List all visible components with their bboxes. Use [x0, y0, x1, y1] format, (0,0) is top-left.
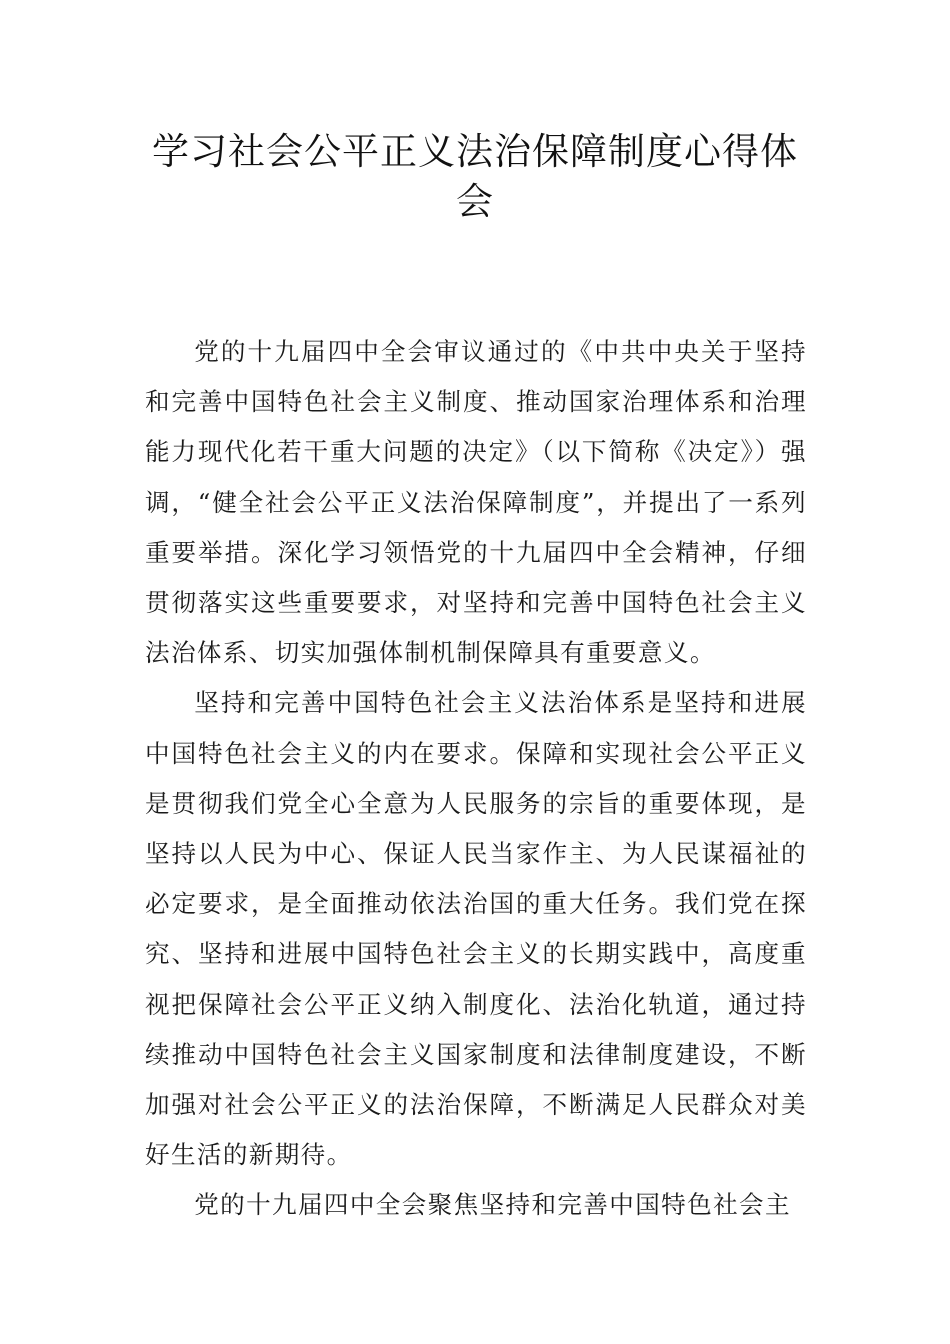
document-body: [145, 327, 807, 1231]
body-paragraph-3: 党的十九届四中全会聚焦坚持和完善中国特色社会主: [194, 1190, 791, 1220]
body-paragraph-1: 党的十九届四中全会审议通过的《中共中央关于坚持和完善中国特色社会主义制度、推动国家治理体系和治理能力现代化若干重大问题的决定》（以下简称《决定》）强调，“健全社会公平正义法治保障制度”，并提出了一系列重要举措。深化学习领悟党的十九届四中全会精神，仔细贯彻落实这些重要要求，对坚持和完善中国特色社会主义法治体系、切实加强体制机制保障具有重要意义。: [145, 337, 807, 668]
body-paragraph-2: 坚持和完善中国特色社会主义法治体系是坚持和进展中国特色社会主义的内在要求。保障和实现社会公平正义是贯彻我们党全心全意为人民服务的宗旨的重要体现，是坚持以人民为中心、保证人民当家作主、为人民谋福祉的必定要求，是全面推动依法治国的重大任务。我们党在探究、坚持和进展中国特色社会主义的长期实践中，高度重视把保障社会公平正义纳入制度化、法治化轨道，通过持续推动中国特色社会主义国家制度和法律制度建设，不断加强对社会公平正义的法治保障，不断满足人民群众对美好生活的新期待。: [145, 688, 807, 1170]
document-title: 学习社会公平正义法治保障制度心得体会: [152, 130, 798, 223]
